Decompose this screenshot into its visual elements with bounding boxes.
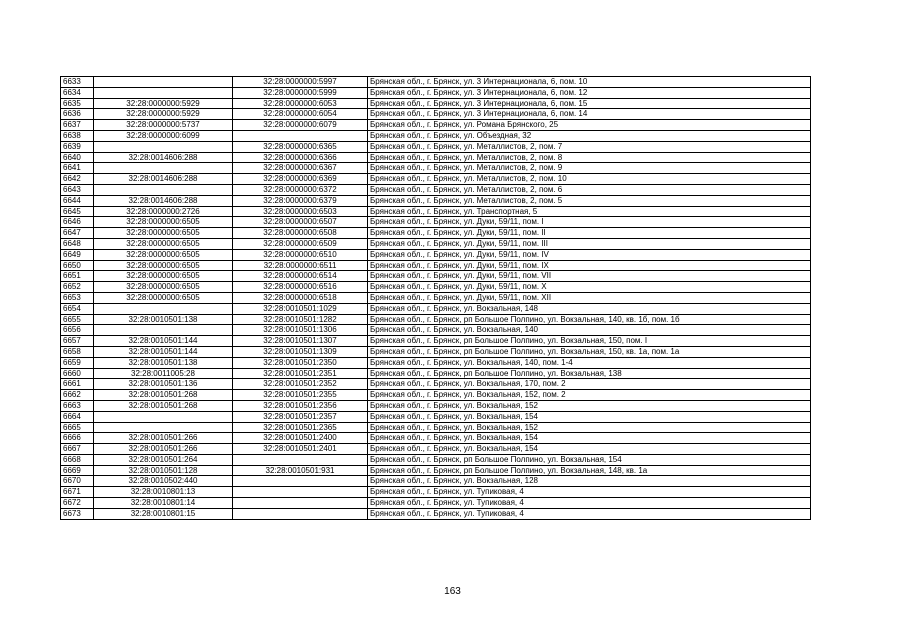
land-cadastral-number-cell: 32:28:0000000:5737	[94, 120, 233, 131]
row-number-cell: 6672	[61, 498, 94, 509]
table-row	[61, 238, 811, 249]
address-cell: Брянская обл., г. Брянск, ул. 3 Интернационала, 6, пом. 14	[368, 109, 811, 120]
address-cell: Брянская обл., г. Брянск, ул. Дуки, 59/11, пом. XII	[368, 292, 811, 303]
object-cadastral-number-cell: 32:28:0010501:2401	[233, 444, 368, 455]
row-number-cell: 6642	[61, 174, 94, 185]
row-number-cell: 6662	[61, 390, 94, 401]
address-cell: Брянская обл., г. Брянск, ул. Дуки, 59/11, пом. IV	[368, 249, 811, 260]
object-cadastral-number-cell: 32:28:0000000:6365	[233, 141, 368, 152]
table-row	[61, 476, 811, 487]
row-number-cell: 6656	[61, 325, 94, 336]
table-row	[61, 336, 811, 347]
address-cell: Брянская обл., г. Брянск, ул. Металлистов, 2, пом. 7	[368, 141, 811, 152]
land-cadastral-number-cell: 32:28:0000000:6505	[94, 238, 233, 249]
object-cadastral-number-cell	[233, 498, 368, 509]
table-row	[61, 249, 811, 260]
address-cell: Брянская обл., г. Брянск, ул. Вокзальная, 128	[368, 476, 811, 487]
address-cell: Брянская обл., г. Брянск, ул. Вокзальная, 140, пом. 1-4	[368, 357, 811, 368]
object-cadastral-number-cell	[233, 130, 368, 141]
address-cell: Брянская обл., г. Брянск, рп Большое Полпино, ул. Вокзальная, 140, кв. 1б, пом. 1б	[368, 314, 811, 325]
address-cell: Брянская обл., г. Брянск, ул. Объездная, 32	[368, 130, 811, 141]
land-cadastral-number-cell: 32:28:0014606:288	[94, 152, 233, 163]
address-cell: Брянская обл., г. Брянск, ул. Вокзальная, 154	[368, 444, 811, 455]
row-number-cell: 6671	[61, 487, 94, 498]
table-row	[61, 303, 811, 314]
address-cell: Брянская обл., г. Брянск, ул. Вокзальная, 154	[368, 411, 811, 422]
table-row	[61, 346, 811, 357]
row-number-cell: 6649	[61, 249, 94, 260]
land-cadastral-number-cell	[94, 163, 233, 174]
object-cadastral-number-cell: 32:28:0000000:6518	[233, 292, 368, 303]
object-cadastral-number-cell: 32:28:0010501:2351	[233, 368, 368, 379]
object-cadastral-number-cell: 32:28:0000000:6514	[233, 271, 368, 282]
object-cadastral-number-cell: 32:28:0000000:6503	[233, 206, 368, 217]
land-cadastral-number-cell	[94, 87, 233, 98]
table-row	[61, 260, 811, 271]
land-cadastral-number-cell	[94, 141, 233, 152]
table-row	[61, 163, 811, 174]
object-cadastral-number-cell: 32:28:0000000:6372	[233, 184, 368, 195]
table-row	[61, 130, 811, 141]
address-cell: Брянская обл., г. Брянск, ул. Металлистов, 2, пом. 9	[368, 163, 811, 174]
land-cadastral-number-cell: 32:28:0000000:6099	[94, 130, 233, 141]
land-cadastral-number-cell: 32:28:0014606:288	[94, 195, 233, 206]
address-cell: Брянская обл., г. Брянск, ул. Металлистов, 2, пом. 8	[368, 152, 811, 163]
row-number-cell: 6658	[61, 346, 94, 357]
land-cadastral-number-cell: 32:28:0010501:138	[94, 357, 233, 368]
table-row	[61, 444, 811, 455]
row-number-cell: 6634	[61, 87, 94, 98]
object-cadastral-number-cell	[233, 508, 368, 519]
object-cadastral-number-cell: 32:28:0000000:6079	[233, 120, 368, 131]
row-number-cell: 6647	[61, 228, 94, 239]
land-cadastral-number-cell: 32:28:0010501:128	[94, 465, 233, 476]
table-row	[61, 282, 811, 293]
land-cadastral-number-cell: 32:28:0011005:28	[94, 368, 233, 379]
row-number-cell: 6641	[61, 163, 94, 174]
table-row	[61, 228, 811, 239]
object-cadastral-number-cell: 32:28:0010501:2400	[233, 433, 368, 444]
object-cadastral-number-cell: 32:28:0000000:6379	[233, 195, 368, 206]
row-number-cell: 6638	[61, 130, 94, 141]
land-cadastral-number-cell	[94, 411, 233, 422]
table-row	[61, 195, 811, 206]
object-cadastral-number-cell: 32:28:0010501:1307	[233, 336, 368, 347]
object-cadastral-number-cell: 32:28:0000000:6516	[233, 282, 368, 293]
table-row	[61, 422, 811, 433]
land-cadastral-number-cell: 32:28:0000000:6505	[94, 271, 233, 282]
table-row	[61, 120, 811, 131]
table-row	[61, 400, 811, 411]
land-cadastral-number-cell	[94, 184, 233, 195]
address-cell: Брянская обл., г. Брянск, рп Большое Полпино, ул. Вокзальная, 150, пом. I	[368, 336, 811, 347]
land-cadastral-number-cell	[94, 325, 233, 336]
row-number-cell: 6666	[61, 433, 94, 444]
land-cadastral-number-cell: 32:28:0000000:6505	[94, 292, 233, 303]
row-number-cell: 6653	[61, 292, 94, 303]
land-cadastral-number-cell: 32:28:0010501:268	[94, 390, 233, 401]
address-cell: Брянская обл., г. Брянск, рп Большое Полпино, ул. Вокзальная, 138	[368, 368, 811, 379]
table-row	[61, 98, 811, 109]
land-cadastral-number-cell: 32:28:0000000:6505	[94, 217, 233, 228]
object-cadastral-number-cell: 32:28:0000000:5999	[233, 87, 368, 98]
land-cadastral-number-cell: 32:28:0010502:440	[94, 476, 233, 487]
row-number-cell: 6659	[61, 357, 94, 368]
address-cell: Брянская обл., г. Брянск, ул. Тупиковая, 4	[368, 487, 811, 498]
address-cell: Брянская обл., г. Брянск, рп Большое Полпино, ул. Вокзальная, 150, кв. 1а, пом. 1а	[368, 346, 811, 357]
table-row	[61, 87, 811, 98]
row-number-cell: 6665	[61, 422, 94, 433]
object-cadastral-number-cell: 32:28:0010501:1309	[233, 346, 368, 357]
address-cell: Брянская обл., г. Брянск, ул. 3 Интернационала, 6, пом. 15	[368, 98, 811, 109]
row-number-cell: 6663	[61, 400, 94, 411]
address-cell: Брянская обл., г. Брянск, ул. Вокзальная, 148	[368, 303, 811, 314]
object-cadastral-number-cell: 32:28:0010501:2357	[233, 411, 368, 422]
row-number-cell: 6644	[61, 195, 94, 206]
table-row	[61, 206, 811, 217]
table-row	[61, 487, 811, 498]
page-number: 163	[444, 586, 461, 597]
address-cell: Брянская обл., г. Брянск, ул. Вокзальная, 152	[368, 422, 811, 433]
land-cadastral-number-cell: 32:28:0000000:2726	[94, 206, 233, 217]
land-cadastral-number-cell	[94, 422, 233, 433]
land-cadastral-number-cell: 32:28:0010501:264	[94, 454, 233, 465]
address-cell: Брянская обл., г. Брянск, ул. Металлистов, 2, пом. 10	[368, 174, 811, 185]
object-cadastral-number-cell: 32:28:0000000:6367	[233, 163, 368, 174]
table-row	[61, 357, 811, 368]
land-cadastral-number-cell	[94, 77, 233, 88]
address-cell: Брянская обл., г. Брянск, ул. Тупиковая, 4	[368, 508, 811, 519]
row-number-cell: 6645	[61, 206, 94, 217]
address-cell: Брянская обл., г. Брянск, ул. Дуки, 59/11, пом. X	[368, 282, 811, 293]
table-row	[61, 314, 811, 325]
row-number-cell: 6648	[61, 238, 94, 249]
row-number-cell: 6643	[61, 184, 94, 195]
table-row	[61, 217, 811, 228]
land-cadastral-number-cell: 32:28:0000000:6505	[94, 282, 233, 293]
land-cadastral-number-cell: 32:28:0010801:15	[94, 508, 233, 519]
land-cadastral-number-cell: 32:28:0010501:266	[94, 433, 233, 444]
object-cadastral-number-cell: 32:28:0000000:6509	[233, 238, 368, 249]
address-cell: Брянская обл., г. Брянск, ул. Вокзальная, 170, пом. 2	[368, 379, 811, 390]
land-cadastral-number-cell: 32:28:0010801:13	[94, 487, 233, 498]
row-number-cell: 6668	[61, 454, 94, 465]
address-cell: Брянская обл., г. Брянск, ул. Транспортная, 5	[368, 206, 811, 217]
row-number-cell: 6633	[61, 77, 94, 88]
table-row	[61, 271, 811, 282]
address-cell: Брянская обл., г. Брянск, ул. Вокзальная, 152, пом. 2	[368, 390, 811, 401]
object-cadastral-number-cell: 32:28:0010501:931	[233, 465, 368, 476]
address-cell: Брянская обл., г. Брянск, ул. Вокзальная, 154	[368, 433, 811, 444]
table-row	[61, 325, 811, 336]
table-row	[61, 433, 811, 444]
address-cell: Брянская обл., г. Брянск, ул. Тупиковая, 4	[368, 498, 811, 509]
table-row	[61, 109, 811, 120]
object-cadastral-number-cell	[233, 487, 368, 498]
table-row	[61, 141, 811, 152]
table-row	[61, 152, 811, 163]
address-cell: Брянская обл., г. Брянск, ул. Вокзальная, 140	[368, 325, 811, 336]
object-cadastral-number-cell: 32:28:0000000:6508	[233, 228, 368, 239]
row-number-cell: 6667	[61, 444, 94, 455]
address-cell: Брянская обл., г. Брянск, ул. Дуки, 59/11, пом. II	[368, 228, 811, 239]
land-cadastral-number-cell: 32:28:0000000:6505	[94, 260, 233, 271]
row-number-cell: 6654	[61, 303, 94, 314]
address-cell: Брянская обл., г. Брянск, ул. 3 Интернационала, 6, пом. 12	[368, 87, 811, 98]
address-cell: Брянская обл., г. Брянск, ул. Романа Брянского, 25	[368, 120, 811, 131]
land-cadastral-number-cell: 32:28:0000000:5929	[94, 109, 233, 120]
object-cadastral-number-cell: 32:28:0000000:6507	[233, 217, 368, 228]
object-cadastral-number-cell: 32:28:0000000:5997	[233, 77, 368, 88]
table-row	[61, 390, 811, 401]
row-number-cell: 6635	[61, 98, 94, 109]
row-number-cell: 6655	[61, 314, 94, 325]
row-number-cell: 6639	[61, 141, 94, 152]
object-cadastral-number-cell: 32:28:0010501:2355	[233, 390, 368, 401]
land-cadastral-number-cell: 32:28:0010501:144	[94, 346, 233, 357]
registry-table-body	[61, 77, 811, 520]
address-cell: Брянская обл., г. Брянск, ул. Дуки, 59/11, пом. IX	[368, 260, 811, 271]
object-cadastral-number-cell: 32:28:0010501:1306	[233, 325, 368, 336]
land-cadastral-number-cell: 32:28:0000000:6505	[94, 228, 233, 239]
land-cadastral-number-cell: 32:28:0010501:144	[94, 336, 233, 347]
address-cell: Брянская обл., г. Брянск, ул. Вокзальная, 152	[368, 400, 811, 411]
row-number-cell: 6673	[61, 508, 94, 519]
table-row	[61, 368, 811, 379]
row-number-cell: 6652	[61, 282, 94, 293]
land-cadastral-number-cell: 32:28:0010801:14	[94, 498, 233, 509]
row-number-cell: 6636	[61, 109, 94, 120]
land-cadastral-number-cell: 32:28:0010501:138	[94, 314, 233, 325]
land-cadastral-number-cell: 32:28:0000000:6505	[94, 249, 233, 260]
table-row	[61, 184, 811, 195]
address-cell: Брянская обл., г. Брянск, ул. 3 Интернационала, 6, пом. 10	[368, 77, 811, 88]
object-cadastral-number-cell: 32:28:0010501:2356	[233, 400, 368, 411]
row-number-cell: 6650	[61, 260, 94, 271]
address-cell: Брянская обл., г. Брянск, ул. Дуки, 59/11, пом. I	[368, 217, 811, 228]
row-number-cell: 6637	[61, 120, 94, 131]
row-number-cell: 6651	[61, 271, 94, 282]
table-row	[61, 174, 811, 185]
row-number-cell: 6646	[61, 217, 94, 228]
address-cell: Брянская обл., г. Брянск, ул. Металлистов, 2, пом. 5	[368, 195, 811, 206]
object-cadastral-number-cell: 32:28:0000000:6366	[233, 152, 368, 163]
row-number-cell: 6657	[61, 336, 94, 347]
land-cadastral-number-cell: 32:28:0014606:288	[94, 174, 233, 185]
object-cadastral-number-cell: 32:28:0000000:6369	[233, 174, 368, 185]
land-cadastral-number-cell: 32:28:0010501:268	[94, 400, 233, 411]
table-row	[61, 292, 811, 303]
table-row	[61, 465, 811, 476]
object-cadastral-number-cell: 32:28:0000000:6511	[233, 260, 368, 271]
table-row	[61, 498, 811, 509]
object-cadastral-number-cell: 32:28:0010501:2350	[233, 357, 368, 368]
object-cadastral-number-cell	[233, 454, 368, 465]
object-cadastral-number-cell: 32:28:0010501:1282	[233, 314, 368, 325]
table-row	[61, 508, 811, 519]
row-number-cell: 6640	[61, 152, 94, 163]
table-row	[61, 379, 811, 390]
land-cadastral-number-cell: 32:28:0010501:136	[94, 379, 233, 390]
row-number-cell: 6660	[61, 368, 94, 379]
object-cadastral-number-cell: 32:28:0010501:2352	[233, 379, 368, 390]
land-cadastral-number-cell	[94, 303, 233, 314]
row-number-cell: 6661	[61, 379, 94, 390]
land-cadastral-number-cell: 32:28:0010501:266	[94, 444, 233, 455]
address-cell: Брянская обл., г. Брянск, ул. Дуки, 59/11, пом. VII	[368, 271, 811, 282]
address-cell: Брянская обл., г. Брянск, рп Большое Полпино, ул. Вокзальная, 148, кв. 1а	[368, 465, 811, 476]
table-row	[61, 77, 811, 88]
address-cell: Брянская обл., г. Брянск, ул. Металлистов, 2, пом. 6	[368, 184, 811, 195]
object-cadastral-number-cell: 32:28:0000000:6054	[233, 109, 368, 120]
object-cadastral-number-cell: 32:28:0010501:2365	[233, 422, 368, 433]
object-cadastral-number-cell	[233, 476, 368, 487]
row-number-cell: 6669	[61, 465, 94, 476]
table-row	[61, 454, 811, 465]
land-cadastral-number-cell: 32:28:0000000:5929	[94, 98, 233, 109]
registry-table	[60, 76, 811, 520]
object-cadastral-number-cell: 32:28:0010501:1029	[233, 303, 368, 314]
object-cadastral-number-cell: 32:28:0000000:6510	[233, 249, 368, 260]
address-cell: Брянская обл., г. Брянск, рп Большое Полпино, ул. Вокзальная, 154	[368, 454, 811, 465]
row-number-cell: 6670	[61, 476, 94, 487]
table-row	[61, 411, 811, 422]
object-cadastral-number-cell: 32:28:0000000:6053	[233, 98, 368, 109]
row-number-cell: 6664	[61, 411, 94, 422]
address-cell: Брянская обл., г. Брянск, ул. Дуки, 59/11, пом. III	[368, 238, 811, 249]
